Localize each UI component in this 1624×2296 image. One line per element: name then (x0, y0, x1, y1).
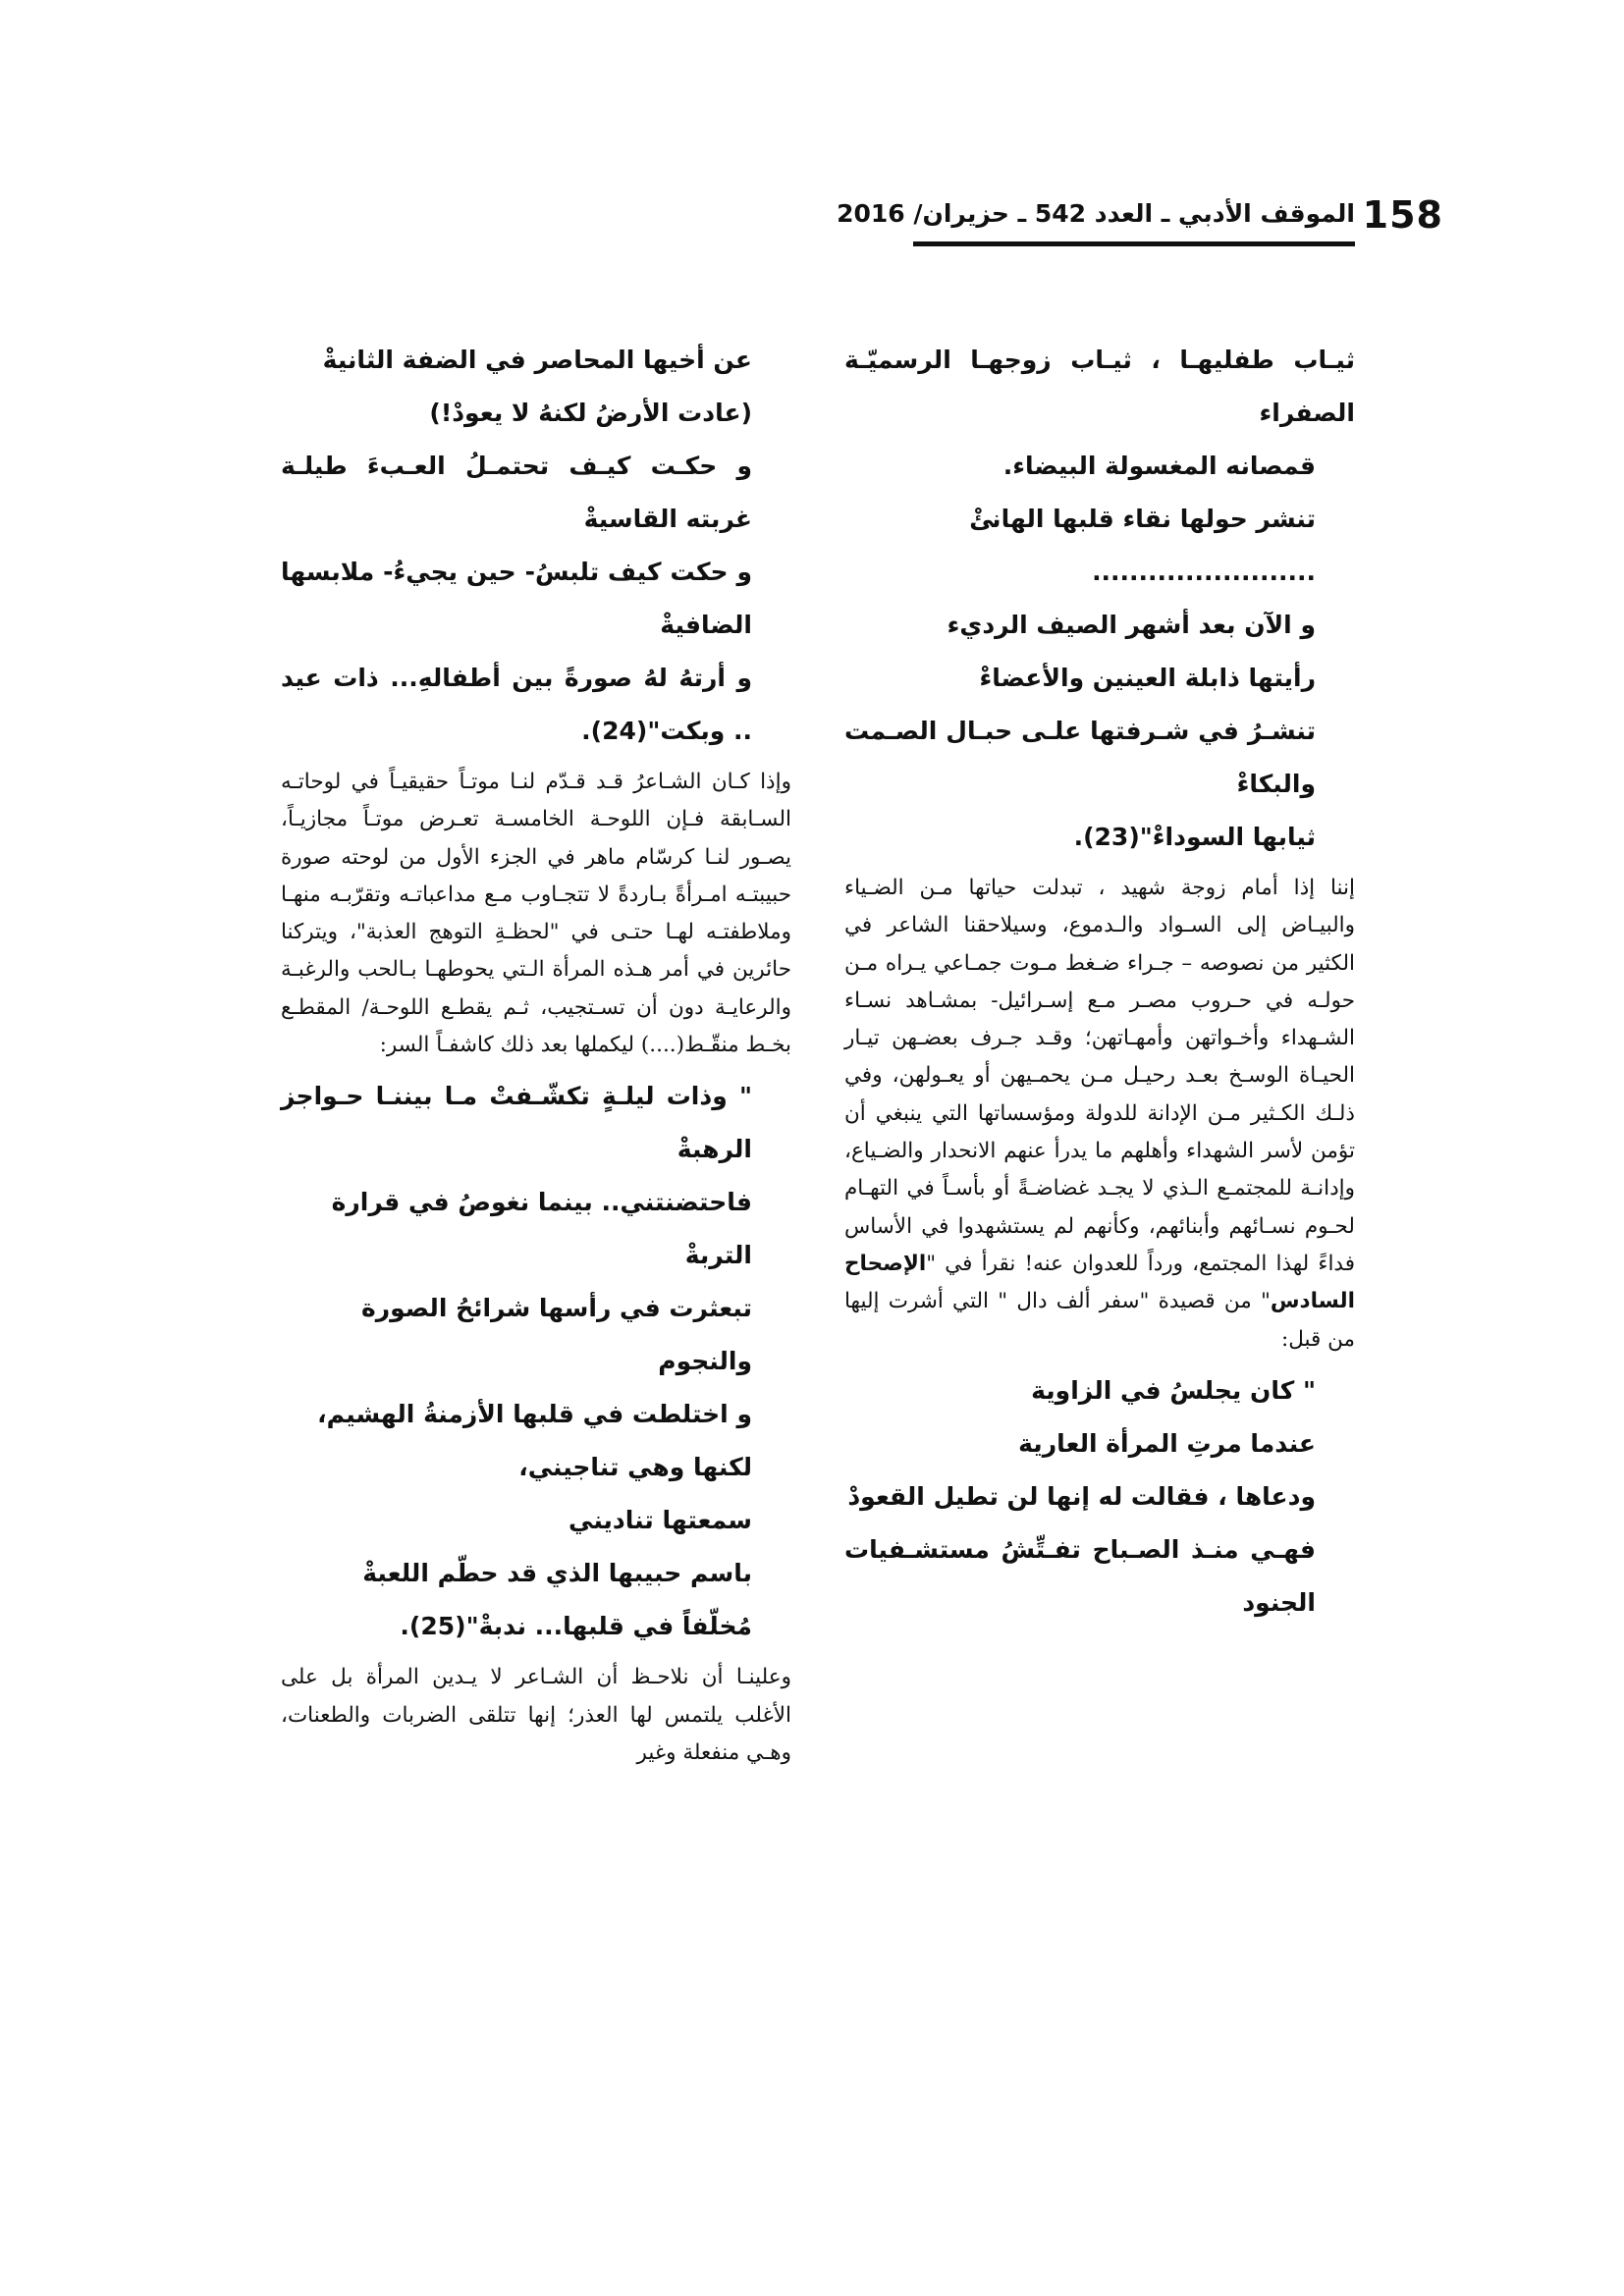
verse-line: فهـي منـذ الصـباح تفـتِّشُ مستشـفيات الجنود (844, 1534, 1316, 1617)
verse-line: سمعتها تناديني (568, 1506, 752, 1535)
verse-line: و أرتهُ لهُ صورةً بين أطفالهِ... ذات عيد .. وبكت"(24). (281, 664, 752, 745)
verse-line: عن أخيها المحاصر في الضفة الثانيةْ (322, 346, 752, 374)
verse-line: لكنها وهي تناجيني، (518, 1453, 752, 1482)
verse-line: (عادت الأرضُ لكنهُ لا يعودْ!) (429, 399, 752, 427)
verse-line: عندما مرتِ المرأة العارية (1018, 1428, 1316, 1458)
verse-line: " وذات ليلـةٍ تكشّـفتْ مـا بيننـا حـواجز الرهبةْ (281, 1082, 752, 1164)
prose-text: " من قصيدة "سفر ألف دال " التي أشرت إليها من قبل: (844, 1289, 1355, 1352)
verse-line: و الآن بعد أشهر الصيف الرديء (947, 611, 1316, 639)
verse-line: رأيتها ذابلة العينين والأعضاءْ (979, 664, 1316, 692)
left-column (281, 334, 791, 1772)
page-number: 158 (1362, 193, 1443, 237)
prose-paragraph: وإذا كـان الشـاعرُ قـد قـدّم لنـا موتـاً حقيقيـاً في لوحاتـه السـابقة فـإن اللوحـة الخامسـة تعـرض موتـاً مجازيـاً، يصـور لنـا كرسّام ماهر في الجزء الأول من لوحته صورة حبيبتـه امـرأةً بـاردةً لا تتجـاوب مـع مداعباتـه وتقرّبـه منهـا وملاطفتـه لهـا حتـى في "لحظـةِ التوهج العذبة"، ويتركنا حائرين في أمر هـذه المرأة الـتي يحوطهـا بـالحب والرغبـة والرعايـة دون أن تسـتجيب، ثـم يقطـع اللوحـة/ المقطـع بخـط منقّـط(....) ليكملها بعد ذلك كاشفـاً السر: (281, 770, 791, 1058)
verse-line: " كان يجلسُ في الزاوية (1031, 1375, 1316, 1405)
verse-line: ودعاها ، فقالت له إنها لن تطيل القعودْ (847, 1481, 1316, 1511)
page-header (837, 191, 1443, 250)
verse-line: و حكـت كيـف تحتمـلُ العـبءَ طيلـة غربته القاسيةْ (281, 452, 752, 533)
verse-line: قمصانه المغسولة البيضاء. (1002, 452, 1316, 480)
verse-line: ........................ (1092, 558, 1316, 586)
right-column (844, 334, 1355, 1629)
verse-line: ثيـاب طفليهـا ، ثيـاب زوجهـا الرسميّـة الصفراء (844, 346, 1355, 427)
verse-line: تنشر حولها نقاء قلبها الهانئْ (969, 505, 1316, 533)
verse-line: تنشـرُ في شـرفتها علـى حبـال الصـمت والبكاءْ (844, 717, 1316, 798)
prose-paragraph (844, 870, 1355, 1359)
verse-line: مُخلّفاً في قلبها... ندبةْ"(25). (400, 1612, 752, 1641)
verse-line: و حكت كيف تلبسُ- حين يجيءُ- ملابسها الضافيةْ (281, 558, 752, 639)
running-head: الموقف الأدبي ـ العدد 542 ـ حزيران/ 2016 (837, 199, 1355, 228)
verse-line: تبعثرت في رأسها شرائحُ الصورة والنجوم (360, 1294, 752, 1376)
verse-line: و اختلطت في قلبها الأزمنةُ الهشيم، (317, 1400, 752, 1429)
prose-paragraph: وعلينـا أن نلاحـظ أن الشـاعر لا يـدين المرأة بل على الأغلب يلتمس لها العذر؛ إنها تتلقى الضربات والطعنات، وهـي منفعلة وغير (281, 1665, 791, 1765)
header-rule (913, 241, 1355, 246)
verse-line: ثيابها السوداءْ"(23). (1073, 823, 1316, 851)
verse-line: فاحتضنتني.. بينما نغوصُ في قرارة التربةْ (331, 1188, 752, 1270)
verse-line: باسم حبيبها الذي قد حطّم اللعبةْ (362, 1559, 752, 1588)
poem-title: الإصحاح السادس (844, 1251, 1355, 1314)
prose-text: إننا إذا أمام زوجة شهيد ، تبدلت حياتها مـن الضـياء والبيـاض إلى السـواد والـدموع، وسيلاحقنا الشاعر في الكثير من نصوصه – جـراء ضـغط مـوت جمـاعي يـراه مـن حولـه في حـروب مصـر مـع إسـرائيل- بمشـاهد نسـاء الشـهداء وأخـواتهن وأمهـاتهن؛ وقـد جـرف بعضـهن تيـار الحيـاة الوسـخ بعـد رحيـل مـن يحمـيهن أو يعـولهن، وفي ذلـك الكـثير مـن الإدانة للدولة ومؤسساتها التي ينبغي أن تؤمن لأسر الشهداء وأهلهم ما يدرأ عنهم الانحدار والضـياع، وإدانـة للمجتمـع الـذي لا يجـد غضاضـةً أو بأسـاً في التهـام لحـوم نسـائهم وأبنائهم، وكأنهم لم يستشهدوا في الأساس فداءً لهذا المجتمع، ورداً للعدوان عنه! نقرأ في " (844, 876, 1355, 1276)
